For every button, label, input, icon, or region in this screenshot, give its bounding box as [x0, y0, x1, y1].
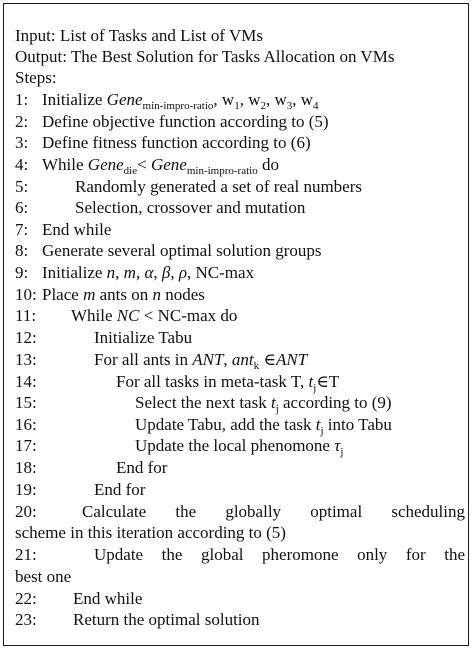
- separator: , w: [292, 90, 314, 109]
- step-text: Initialize Tabu: [94, 328, 193, 347]
- step-text: Generate several optimal solution groups: [42, 241, 322, 260]
- step-text: Calculate the globally optimal scheduling: [82, 502, 465, 521]
- subscript: 3: [286, 100, 293, 112]
- step-14: [15, 372, 468, 392]
- step-13: [15, 350, 468, 370]
- step-number: 8:: [15, 241, 29, 260]
- var-t: t: [315, 415, 321, 434]
- step-12: [15, 328, 468, 348]
- step-text: While: [71, 306, 117, 325]
- step-text: End for: [116, 458, 168, 477]
- step-number: 1:: [15, 90, 29, 109]
- var-alpha: α: [144, 263, 154, 282]
- var-m: m: [123, 263, 136, 282]
- step-text: Update the local phenomone: [135, 436, 335, 455]
- step-text: Randomly generated a set of real numbers: [75, 177, 363, 196]
- subscript: j: [340, 446, 344, 458]
- var-n: n: [106, 263, 116, 282]
- step-6: [15, 198, 468, 218]
- gene-symbol: Gene: [106, 90, 143, 109]
- steps-label: Steps:: [15, 68, 57, 87]
- separator: , w: [239, 90, 261, 109]
- step-number: 5:: [15, 177, 29, 196]
- step-text: While: [42, 155, 88, 174]
- step-text: Initialize: [42, 90, 107, 109]
- step-number: 9:: [15, 263, 29, 282]
- step-number: 7:: [15, 220, 29, 239]
- step-text: Update Tabu, add the task: [135, 415, 316, 434]
- step-number: 17:: [15, 436, 37, 455]
- step-20: [15, 502, 468, 522]
- step-text: into Tabu: [323, 415, 392, 434]
- step-4: [15, 155, 468, 175]
- var-beta: β: [161, 263, 171, 282]
- step-text: Place: [42, 285, 84, 304]
- step-number: 4:: [15, 155, 29, 174]
- step-7: [15, 220, 468, 240]
- step-text: < NC-max do: [139, 306, 238, 325]
- step-number: 19:: [15, 480, 37, 499]
- step-number: 22:: [15, 589, 37, 608]
- subscript: 2: [260, 100, 266, 112]
- step-text: ants on: [95, 285, 153, 304]
- step-5: [15, 177, 468, 197]
- step-text: End while: [73, 589, 143, 608]
- subscript: j: [275, 403, 279, 415]
- var-nc: NC: [116, 306, 140, 325]
- step-text: Selection, crossover and mutation: [75, 198, 306, 217]
- var-ant-set: ANT: [192, 350, 224, 369]
- step-number: 18:: [15, 458, 37, 477]
- separator: , w: [265, 90, 287, 109]
- separator: ,: [223, 350, 232, 369]
- step-text: according to (9): [278, 393, 392, 412]
- algorithm-box: [3, 3, 469, 646]
- var-tau: τ: [334, 436, 341, 455]
- var-t: t: [270, 393, 276, 412]
- subscript: j: [320, 425, 324, 437]
- step-19: [15, 480, 468, 500]
- var-n: n: [152, 285, 161, 304]
- step-text: Initialize: [42, 263, 107, 282]
- step-21: [15, 545, 468, 565]
- gene-symbol: Gene: [87, 155, 124, 174]
- step-1: [15, 90, 468, 110]
- step-number: 3:: [15, 133, 29, 152]
- subscript: k: [253, 360, 260, 372]
- var-t: t: [308, 372, 314, 391]
- subscript: 4: [313, 100, 319, 112]
- var-rho: ρ: [178, 263, 188, 282]
- step-9: [15, 263, 468, 283]
- step-text: ∈T: [316, 372, 340, 391]
- output-line: Output: The Best Solution for Tasks Allocation on VMs: [15, 47, 395, 66]
- separator: ,: [115, 263, 124, 282]
- step-text: , NC-max: [187, 263, 255, 282]
- step-16: [15, 415, 468, 435]
- step-10: [15, 285, 468, 305]
- step-number: 2:: [15, 112, 29, 131]
- subscript: 1: [234, 100, 240, 112]
- step-text: Update the global pheromone only for the: [94, 545, 465, 564]
- step-17: [15, 436, 468, 456]
- separator: , w: [213, 90, 235, 109]
- step-text: For all ants in: [94, 350, 193, 369]
- step-number: 12:: [15, 328, 37, 347]
- subscript: j: [313, 382, 317, 394]
- step-23: [15, 610, 468, 630]
- step-number: 11:: [15, 306, 37, 325]
- element-of: ∈: [259, 350, 276, 369]
- separator: ,: [170, 263, 179, 282]
- var-m: m: [83, 285, 96, 304]
- step-8: [15, 241, 468, 261]
- step-text: Define objective function according to (5): [42, 112, 329, 131]
- step-number: 6:: [15, 198, 29, 217]
- step-text: End while: [42, 220, 112, 239]
- step-22: [15, 589, 468, 609]
- var-ant: ant: [231, 350, 254, 369]
- step-text: nodes: [161, 285, 205, 304]
- subscript: min-impro-ratio: [142, 100, 214, 112]
- step-text: Define fitness function according to (6): [42, 133, 311, 152]
- step-number: 23:: [15, 610, 37, 629]
- step-text: Return the optimal solution: [73, 610, 260, 629]
- step-number: 16:: [15, 415, 37, 434]
- separator: <: [137, 155, 151, 174]
- step-18: [15, 458, 468, 478]
- subscript: min-impro-ratio: [186, 165, 258, 177]
- var-ant-set: ANT: [275, 350, 308, 369]
- step-number: 14:: [15, 372, 37, 391]
- separator: ,: [153, 263, 162, 282]
- step-text: End for: [94, 480, 146, 499]
- step-2: [15, 112, 468, 132]
- subscript: die: [123, 165, 138, 177]
- step-3: [15, 133, 468, 153]
- gene-symbol: Gene: [150, 155, 187, 174]
- step-15: [15, 393, 468, 413]
- step-text: For all tasks in meta-task T,: [116, 372, 309, 391]
- separator: ,: [135, 263, 145, 282]
- step-21-continuation: best one: [15, 567, 72, 586]
- step-20-continuation: scheme in this iteration according to (5): [15, 523, 286, 542]
- input-line: Input: List of Tasks and List of VMs: [15, 26, 263, 45]
- step-number: 20:: [15, 502, 37, 521]
- step-number: 10:: [15, 285, 37, 304]
- step-number: 15:: [15, 393, 37, 412]
- step-text: do: [257, 155, 279, 174]
- step-number: 13:: [15, 350, 37, 369]
- step-11: [15, 306, 468, 326]
- step-number: 21:: [15, 545, 37, 564]
- step-text: Select the next task: [135, 393, 271, 412]
